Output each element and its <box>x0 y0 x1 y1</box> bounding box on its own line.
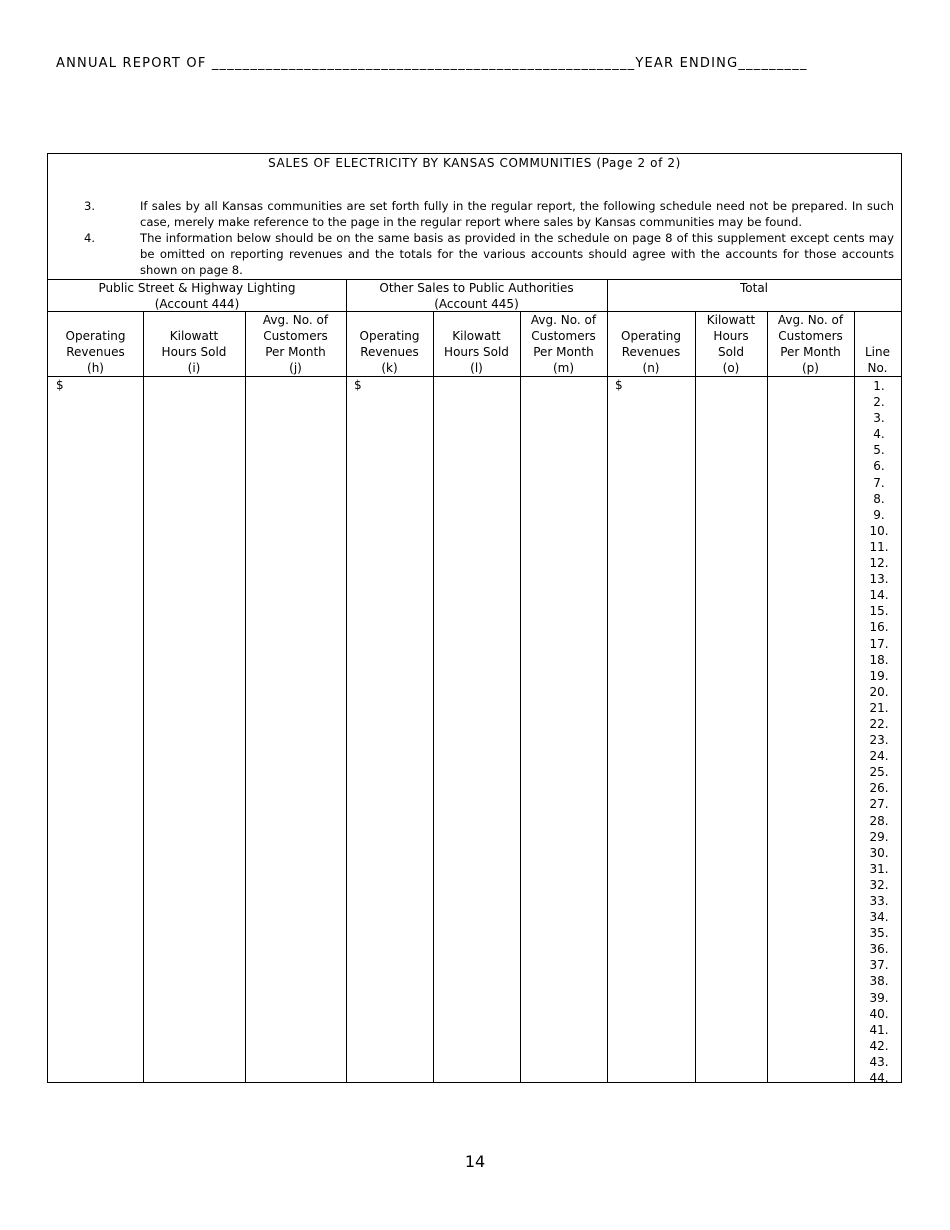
line-number-list <box>856 378 902 1086</box>
line-number: 32. <box>869 877 889 892</box>
line-number: 26. <box>869 781 889 796</box>
line-number: 35. <box>869 926 889 941</box>
column-header-operating-revenues-h: Operating Revenues (h) <box>65 329 126 375</box>
annual-report-blank-field[interactable]: _______________________________________________________ <box>211 56 636 71</box>
column-header-avg-customers-p: Avg. No. of Customers Per Month (p) <box>777 313 844 375</box>
report-header <box>56 56 886 71</box>
line-number: 22. <box>869 716 889 731</box>
line-number: 14. <box>869 588 889 603</box>
line-number: 31. <box>869 861 889 876</box>
column-header-line-no: Line No. <box>864 345 890 375</box>
line-number: 23. <box>869 733 889 748</box>
line-number: 10. <box>869 523 889 538</box>
column-header-avg-customers-j: Avg. No. of Customers Per Month (j) <box>262 313 329 375</box>
annual-report-label: ANNUAL REPORT OF <box>56 56 207 71</box>
line-number: 33. <box>869 894 889 908</box>
group-header-public-authorities: Other Sales to Public Authorities (Account 445) <box>379 281 574 311</box>
line-number: 9. <box>873 507 885 522</box>
column-separator <box>143 311 144 1083</box>
column-separator <box>433 311 434 1083</box>
line-number: 21. <box>869 700 889 715</box>
line-number: 7. <box>873 475 885 490</box>
line-number: 38. <box>869 974 889 989</box>
currency-symbol-n: $ <box>615 378 623 392</box>
line-number: 15. <box>869 604 889 619</box>
line-number: 4. <box>873 427 885 442</box>
note-number: 4. <box>84 231 96 245</box>
line-number: 36. <box>869 942 889 957</box>
group-header-street-lighting: Public Street & Highway Lighting (Account 444) <box>98 281 296 311</box>
sales-schedule-form <box>47 153 902 1086</box>
line-number: 39. <box>869 990 889 1005</box>
page-number: 14 <box>464 1152 486 1171</box>
form-title: SALES OF ELECTRICITY BY KANSAS COMMUNITIES (Page 2 of 2) <box>268 156 681 170</box>
line-number: 34. <box>869 910 889 925</box>
currency-symbol-h: $ <box>56 378 64 392</box>
line-number: 8. <box>873 491 885 506</box>
line-number: 27. <box>869 797 889 812</box>
group-separator <box>346 279 347 1083</box>
line-number: 30. <box>869 845 889 860</box>
group-separator <box>607 279 608 1083</box>
line-number: 25. <box>869 765 889 780</box>
note-text: The information below should be on the same basis as provided in the schedule on page 8 of this supplement except cents may be omitted on reporting revenues and the totals for the various accounts should agree with the accounts for those accounts shown on page 8. <box>140 231 894 277</box>
line-number: 12. <box>869 556 889 571</box>
column-header-kilowatt-hours-o: Kilowatt Hours Sold (o) <box>706 313 756 375</box>
column-separator <box>695 311 696 1083</box>
line-number: 18. <box>869 652 889 667</box>
year-ending-blank-field[interactable]: _________ <box>738 56 808 71</box>
year-ending-label: YEAR ENDING <box>635 56 739 71</box>
line-number: 19. <box>869 668 889 683</box>
line-number: 37. <box>869 958 889 973</box>
line-number: 17. <box>869 636 889 651</box>
line-number: 29. <box>869 829 889 844</box>
column-separator <box>767 311 768 1083</box>
column-separator <box>245 311 246 1083</box>
line-number: 16. <box>869 620 889 635</box>
line-number: 1. <box>873 379 885 393</box>
column-header-operating-revenues-n: Operating Revenues (n) <box>621 329 681 375</box>
column-header-divider <box>48 376 901 377</box>
group-header-total: Total <box>739 281 769 295</box>
line-number: 40. <box>869 1006 889 1021</box>
column-separator <box>520 311 521 1083</box>
line-number: 43. <box>869 1054 889 1069</box>
column-header-avg-customers-m: Avg. No. of Customers Per Month (m) <box>530 313 597 375</box>
line-number: 2. <box>873 395 885 410</box>
line-number: 24. <box>869 749 889 764</box>
line-number: 42. <box>869 1038 889 1053</box>
column-header-kilowatt-hours-i: Kilowatt Hours Sold (i) <box>161 329 227 375</box>
column-header-kilowatt-hours-l: Kilowatt Hours Sold (l) <box>444 329 509 375</box>
line-number: 11. <box>869 539 889 554</box>
line-number: 28. <box>869 813 889 828</box>
line-number: 44. <box>869 1071 889 1086</box>
column-header-operating-revenues-k: Operating Revenues (k) <box>359 329 420 375</box>
line-number: 3. <box>873 411 885 426</box>
line-number: 6. <box>873 459 885 474</box>
line-number: 41. <box>869 1022 889 1037</box>
column-separator <box>854 311 855 1083</box>
currency-symbol-k: $ <box>354 378 362 392</box>
line-number: 13. <box>869 572 889 587</box>
line-number: 5. <box>873 443 885 458</box>
line-number: 20. <box>869 684 889 699</box>
note-text: If sales by all Kansas communities are set forth fully in the regular report, the following schedule need not be prepared. In such case, merely make reference to the page in the regular report where sales by Kansas communities may be found. <box>140 199 894 229</box>
note-number: 3. <box>84 199 96 213</box>
